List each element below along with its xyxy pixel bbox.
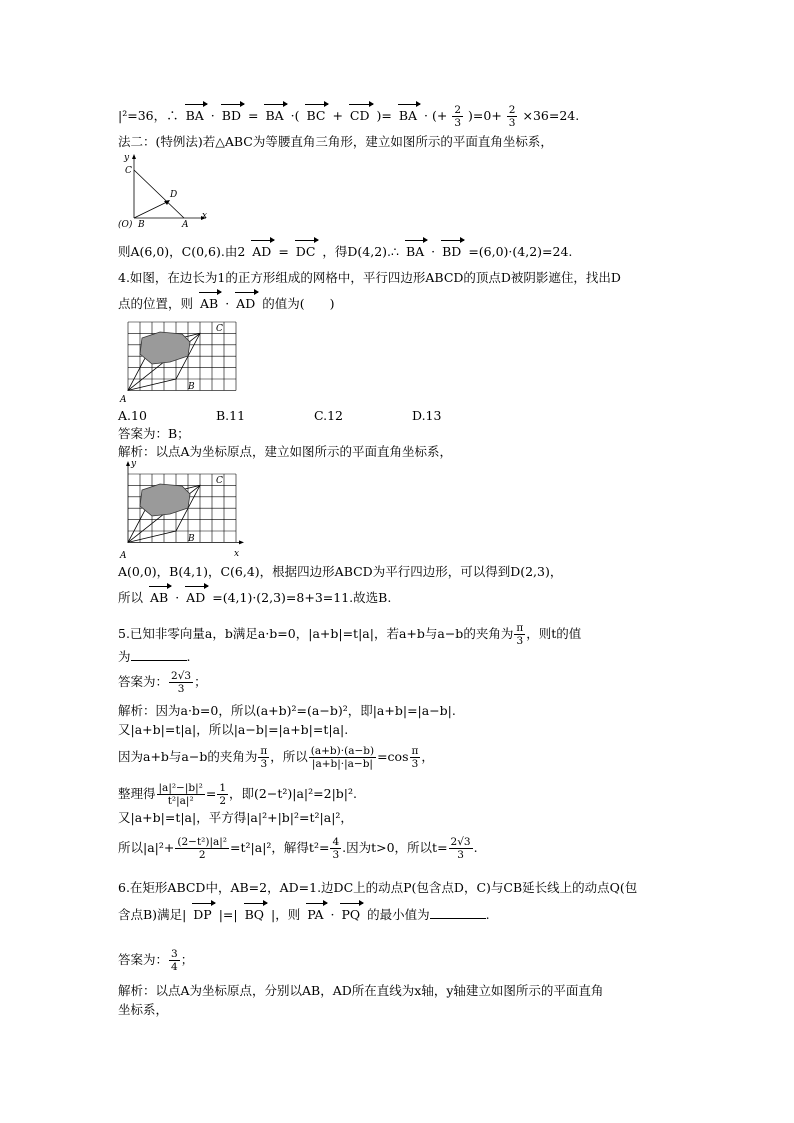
denominator: t²|a|² — [167, 795, 194, 807]
segment-bd — [134, 201, 169, 218]
option-a: A.10 — [118, 408, 147, 423]
text: 因为a+b与a−b的夹角为 — [118, 749, 258, 764]
denominator: |a+b|·|a−b| — [311, 758, 373, 770]
text: =t²|a|²，解得t²= — [230, 840, 330, 855]
figure-grid-2 — [118, 458, 248, 562]
text: = — [278, 244, 289, 259]
q5-explanation-5: 又|a+b|=t|a|，平方得|a|²+|b|²=t²|a|²， — [118, 810, 353, 825]
text: 的最小值为 — [367, 907, 430, 922]
numerator: (a+b)·(a−b) — [310, 745, 375, 757]
q4-explanation-1: 解析：以点A为坐标原点，建立如图所示的平面直角坐标系， — [118, 444, 453, 459]
numerator: 2 — [508, 104, 516, 116]
vector-bd: BD — [219, 108, 244, 124]
fraction — [452, 104, 463, 129]
text: ×36=24. — [522, 108, 580, 123]
q4-explanation-3 — [118, 590, 391, 606]
denominator: 3 — [260, 758, 268, 770]
figure-grid-1 — [118, 318, 242, 404]
answer-blank[interactable] — [430, 906, 486, 919]
q5-line-2 — [118, 648, 191, 665]
denominator: 3 — [457, 849, 464, 861]
text: . — [186, 649, 191, 664]
fraction — [330, 836, 341, 861]
numerator: 2√3 — [450, 836, 471, 848]
text: · — [431, 244, 436, 259]
text: 点的位置，则 — [118, 296, 194, 311]
line-3 — [118, 244, 572, 260]
label-a: A — [120, 551, 127, 561]
vector-ad: AD — [233, 296, 258, 312]
text: |²=36，∴ — [118, 108, 179, 123]
answer-blank[interactable] — [131, 648, 187, 661]
text: =(4,1)·(2,3)=8+3=11.故选B. — [212, 590, 392, 605]
numerator: 2√3 — [171, 670, 192, 682]
text: · — [225, 296, 230, 311]
text: · — [175, 590, 180, 605]
q5-answer — [118, 670, 207, 695]
figure-triangle — [118, 152, 210, 232]
fraction — [169, 948, 180, 973]
numerator: π — [260, 745, 268, 757]
label-a: A — [120, 395, 127, 404]
label-c: C — [216, 324, 223, 334]
vector-dp: DP — [190, 907, 214, 923]
text: .因为t>0，所以t= — [342, 840, 448, 855]
text: |，则 — [271, 907, 301, 922]
text: 含点B)满足| — [118, 907, 187, 922]
label-b: B — [138, 220, 145, 230]
text: (+ — [432, 108, 448, 123]
q4-answer: 答案为：B； — [118, 426, 190, 441]
q6-line-2 — [118, 906, 490, 923]
fraction — [309, 745, 376, 770]
label-o: (O) — [118, 220, 133, 230]
text: =(6,0)·(4,2)=24. — [468, 244, 573, 259]
vector-ba: BA — [183, 108, 207, 124]
fraction — [169, 670, 193, 695]
text: )=0+ — [468, 108, 502, 123]
text: 所以|a|²+ — [118, 840, 175, 855]
label-x: x — [234, 549, 240, 559]
denominator: 2 — [219, 795, 227, 807]
option-b: B.11 — [216, 408, 246, 423]
text: 则A(6,0)，C(0,6).由2 — [118, 244, 246, 259]
line-2: 法二：(特例法)若△ABC为等腰直角三角形，建立如图所示的平面直角坐标系， — [118, 134, 553, 149]
line-1 — [118, 104, 579, 129]
label-a: A — [182, 220, 189, 230]
denominator: 2 — [198, 849, 206, 861]
label-c: C — [216, 476, 223, 486]
q5-line-1 — [118, 622, 581, 647]
text: . — [485, 907, 490, 922]
numerator: (2−t²)|a|² — [177, 836, 228, 848]
text: · — [210, 108, 215, 123]
text: =cos — [377, 749, 409, 764]
q5-explanation-3 — [118, 745, 434, 770]
vector-pq: PQ — [338, 907, 363, 923]
q5-explanation-4 — [118, 782, 357, 807]
fraction — [175, 836, 229, 861]
numerator: 4 — [332, 836, 340, 848]
q6-line-1: 6.在矩形ABCD中，AB=2，AD=1.边DC上的动点P(包含点D，C)与CB延长线上的动点Q(包 — [118, 880, 638, 895]
q4-explanation-2: A(0,0)，B(4,1)，C(6,4)，根据四边形ABCD为平行四边形，可以得到D(2,3)， — [118, 564, 563, 579]
text: ，所以 — [270, 749, 308, 764]
fraction — [449, 836, 473, 861]
numerator: 1 — [219, 782, 227, 794]
label-x: x — [202, 211, 208, 221]
vector-ba: BA — [262, 108, 286, 124]
vector-ba: BA — [396, 108, 420, 124]
text: . — [473, 840, 478, 855]
text: · — [424, 108, 429, 123]
denominator: 4 — [171, 961, 178, 973]
fraction — [217, 782, 228, 807]
vector-ad: AD — [249, 244, 274, 260]
denominator: 3 — [516, 635, 524, 647]
text: 的值为( ) — [262, 296, 335, 311]
text: 答案为： — [118, 674, 169, 689]
numerator: π — [411, 745, 419, 757]
label-d: D — [170, 190, 178, 200]
shaded-region — [140, 332, 190, 364]
vector-bc: BC — [303, 108, 328, 124]
text: = — [247, 108, 259, 123]
vector-dc: DC — [293, 244, 319, 260]
q5-explanation-6 — [118, 836, 478, 861]
q5-explanation-2: 又|a+b|=t|a|，所以|a−b|=|a+b|=t|a|. — [118, 722, 349, 737]
vector-cd: CD — [347, 108, 373, 124]
text: ； — [194, 674, 207, 689]
numerator: 3 — [171, 948, 178, 960]
q4-line-2 — [118, 296, 334, 312]
option-c: C.12 — [314, 408, 343, 423]
vector-ab: AB — [147, 590, 171, 606]
label-y: y — [124, 153, 130, 163]
label-y: y — [131, 459, 137, 469]
q6-answer — [118, 948, 193, 973]
text: ，即(2−t²)|a|²=2|b|². — [229, 786, 357, 801]
denominator: 3 — [454, 117, 462, 129]
numerator: |a|²−|b|² — [158, 782, 203, 794]
text: 所以 — [118, 590, 144, 605]
denominator: 3 — [411, 758, 419, 770]
label-c: C — [125, 166, 132, 176]
q4-line-1: 4.如图，在边长为1的正方形组成的网格中，平行四边形ABCD的顶点D被阴影遮住，找出D — [118, 270, 621, 285]
fraction — [410, 745, 421, 770]
option-d: D.13 — [412, 408, 442, 423]
q6-explanation-1: 解析：以点A为坐标原点，分别以AB，AD所在直线为x轴，y轴建立如图所示的平面直角 — [118, 983, 604, 998]
denominator: 3 — [332, 849, 340, 861]
vector-ad: AD — [183, 590, 208, 606]
label-b: B — [188, 382, 195, 392]
q5-explanation-1: 解析：因为a·b=0，所以(a+b)²=(a−b)²，即|a+b|=|a−b|. — [118, 703, 456, 718]
text: 5.已知非零向量a，b满足a·b=0，|a+b|=t|a|，若a+b与a−b的夹角为 — [118, 626, 514, 641]
vector-bq: BQ — [242, 907, 267, 923]
shaded-region — [140, 484, 190, 516]
x-arrow — [239, 540, 244, 544]
vector-pa: PA — [304, 907, 326, 923]
q4-options — [118, 408, 510, 424]
numerator: 2 — [454, 104, 462, 116]
y-arrow — [132, 154, 136, 159]
text: ，则t的值 — [526, 626, 582, 641]
fraction — [157, 782, 205, 807]
vector-ba: BA — [403, 244, 427, 260]
vector-ab: AB — [197, 296, 221, 312]
text: |=| — [218, 907, 238, 922]
text: = — [205, 786, 217, 801]
y-arrow — [126, 461, 130, 466]
denominator: 3 — [177, 683, 185, 695]
text: 整理得 — [118, 786, 156, 801]
text: 答案为： — [118, 952, 169, 967]
text: ， — [421, 749, 434, 764]
text: )= — [376, 108, 392, 123]
text: · — [330, 907, 335, 922]
fraction — [258, 745, 269, 770]
text: + — [332, 108, 343, 123]
denominator: 3 — [508, 117, 516, 129]
text: 为 — [118, 649, 131, 664]
text: ，得D(4,2).∴ — [322, 244, 399, 259]
label-b: B — [188, 534, 195, 544]
vector-bd: BD — [439, 244, 464, 260]
numerator: π — [516, 622, 524, 634]
text: ； — [180, 952, 194, 967]
fraction — [514, 622, 525, 647]
q6-explanation-2: 坐标系， — [118, 1002, 169, 1017]
fraction — [507, 104, 518, 129]
text: ·( — [290, 108, 300, 123]
